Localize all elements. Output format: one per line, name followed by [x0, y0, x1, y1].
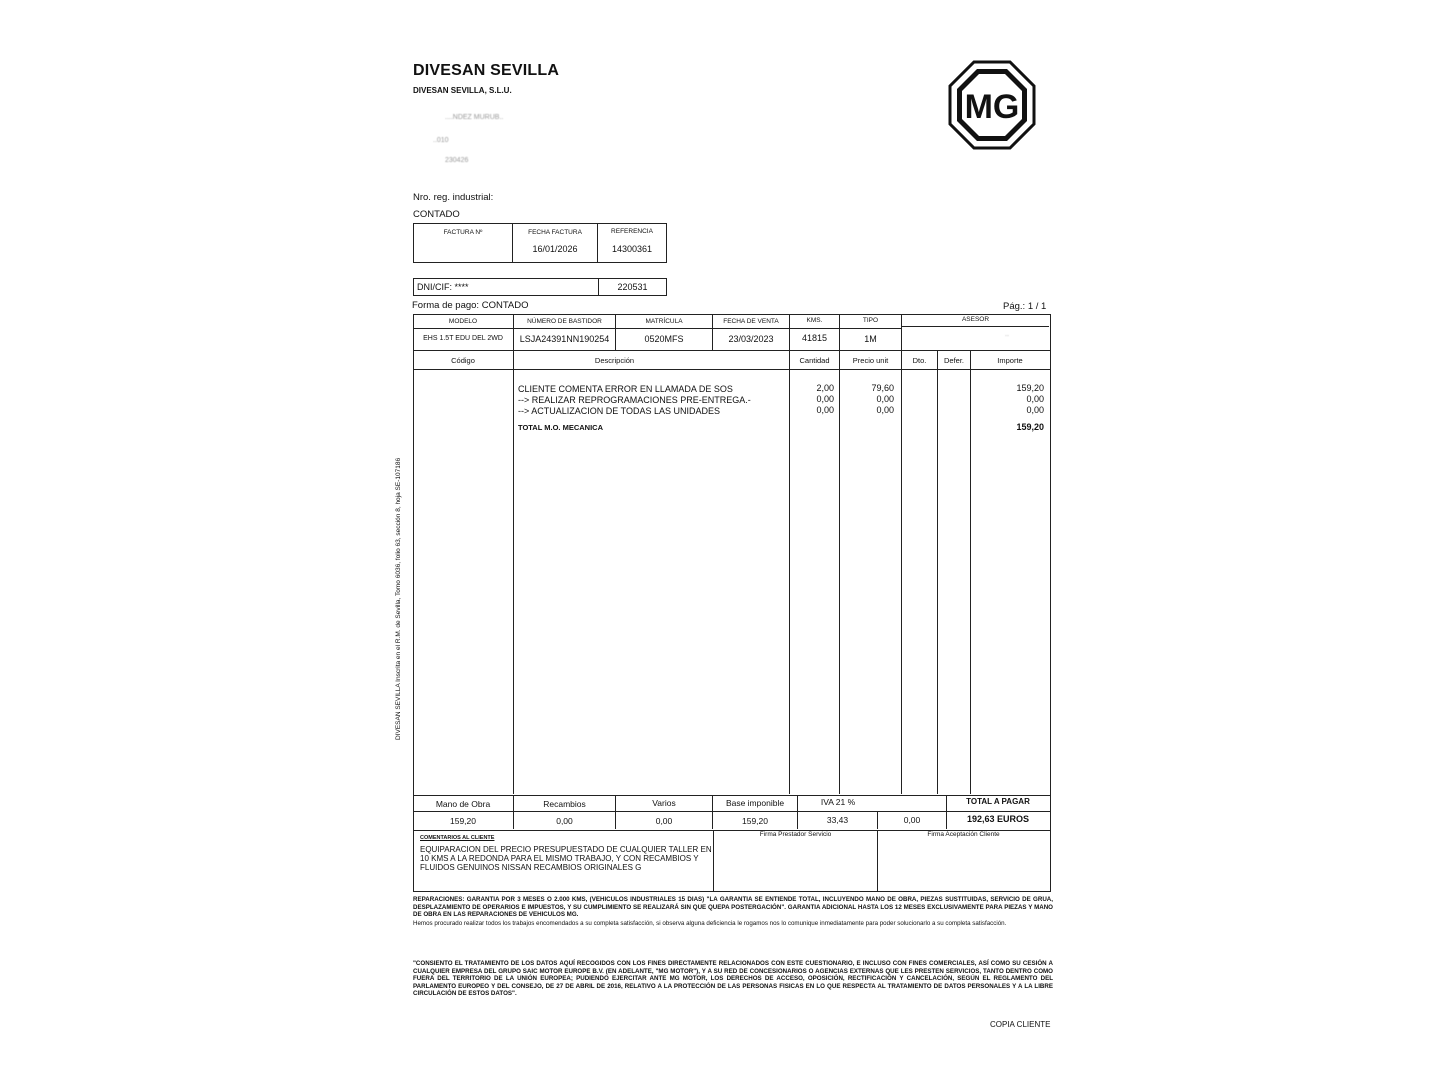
line-importe-3: 0,00	[1026, 405, 1044, 415]
dni-value: 220531	[617, 282, 648, 292]
legal-reparaciones: REPARACIONES: GARANTIA POR 3 MESES O 2.000 KMS, (VEHICULOS INDUSTRIALES 15 DIAS) "LA GARANTIA SE ENTIENDE TOTAL, INCLUYENDO MANO DE OBRA, PIEZAS SUSTITUIDAS, SERVICIO DE GRUA, DESPLAZAMIENTO DE OPERARIOS E IMPUESTOS, Y SU CUMPLIMIENTO SE REALIZARÁ SIN QUE QUEPA POSTERGACIÓN". GARANTIA ADICIONAL HASTA LOS 12 MESES EXCLUSIVAMENTE PARA PIEZAS Y MANO DE OBRA EN LAS REPARACIONES DE VEHICULOS MG.	[413, 896, 1053, 919]
address-line-2: ..010	[433, 137, 449, 144]
line-desc-3: --> ACTUALIZACION DE TODAS LAS UNIDADES	[518, 406, 720, 416]
recambios-label: Recambios	[543, 799, 586, 809]
col-descripcion: Descripción	[594, 356, 635, 365]
fecha-label: FECHA FACTURA	[528, 229, 582, 236]
company-legal-name: DIVESAN SEVILLA, S.L.U.	[413, 86, 512, 95]
address-line-3: 230426	[445, 157, 469, 164]
col-importe: Importe	[997, 356, 1023, 365]
asesor-value: ..	[1005, 331, 1009, 338]
line-desc-2: --> REALIZAR REPROGRAMACIONES PRE-ENTREGA.-	[518, 395, 751, 405]
dni-value-cell	[599, 279, 667, 296]
col-codigo: Código	[451, 356, 475, 365]
legal-hemos: Hemos procurado realizar todos los trabajos encomendados a su completa satisfacción, si observa alguna deficiencia le rogamos nos lo comunique inmediatamente para poder solucionarlo a su completa satisfacción.	[413, 920, 1007, 927]
tipo-value: 1M	[864, 334, 877, 344]
total-mo-label: TOTAL M.O. MECANICA	[518, 423, 603, 432]
bastidor-label: NÚMERO DE BASTIDOR	[527, 318, 602, 325]
firma-cliente: Firma Aceptación Cliente	[927, 831, 1000, 838]
comments-text: EQUIPARACION DEL PRECIO PRESUPUESTADO DE CUALQUIER TALLER EN 10 KMS A LA REDONDA PARA EL MISMO TRABAJO, Y CON RECAMBIOS Y FLUIDOS GENUINOS NISSAN RECAMBIOS ORIGINALES G	[420, 845, 712, 872]
referencia-cell	[598, 224, 667, 263]
line-precio-2: 0,00	[876, 394, 894, 404]
fecha-value: 16/01/2026	[532, 244, 578, 254]
col-cantidad: Cantidad	[799, 356, 830, 365]
tipo-label: TIPO	[862, 317, 879, 324]
line-importe-1: 159,20	[1016, 383, 1044, 393]
fecha-cell	[513, 224, 598, 263]
iva-value: 33,43	[826, 815, 849, 825]
dni-label: DNI/CIF: ****	[417, 282, 469, 292]
factura-cell	[414, 224, 513, 263]
logo-text: MG	[964, 88, 1020, 126]
company-name: DIVESAN SEVILLA	[413, 62, 560, 79]
factura-label: FACTURA Nº	[443, 229, 483, 236]
total-mo-value: 159,20	[1016, 422, 1044, 432]
col-precio: Precio unit	[852, 356, 889, 365]
dni-label-cell	[414, 279, 599, 296]
fecha-venta-value: 23/03/2023	[728, 334, 774, 344]
contado-label: CONTADO	[413, 209, 460, 220]
col-defer: Defer.	[943, 356, 964, 365]
referencia-value: 14300361	[611, 244, 653, 254]
asesor-label: ASESOR	[961, 316, 990, 323]
modelo-label: MODELO	[448, 318, 478, 325]
kms-value: 41815	[801, 333, 828, 343]
col-dto: Dto.	[912, 356, 927, 365]
line-cantidad-3: 0,00	[816, 405, 834, 415]
comments-label: COMENTARIOS AL CLIENTE	[420, 835, 495, 841]
address-line-1: ....NDEZ MURUB..	[445, 114, 504, 121]
base-label: Base imponible	[725, 798, 785, 808]
line-cantidad-2: 0,00	[816, 394, 834, 404]
line-importe-2: 0,00	[1026, 394, 1044, 404]
dni-table	[413, 278, 667, 296]
registro-vertical: DIVESAN SEVILLA Inscrita en el R.M. de Sevilla, Tomo 6036, folio 63, sección 8, hoja SE-107186	[395, 457, 402, 740]
kms-label: KMS.	[806, 317, 823, 324]
total-pagar-label: TOTAL A PAGAR	[966, 797, 1030, 806]
mg-logo	[948, 60, 1036, 150]
forma-pago: Forma de pago: CONTADO	[412, 300, 529, 311]
bastidor-value: LSJA24391NN190254	[519, 334, 610, 344]
referencia-label: REFERENCIA	[611, 228, 653, 235]
varios-label: Varios	[652, 798, 676, 808]
total-pagar-value: 192,63 EUROS	[966, 814, 1030, 824]
modelo-value: EHS 1.5T EDU DEL 2WD	[423, 335, 503, 342]
legal-consiento: "CONSIENTO EL TRATAMIENTO DE LOS DATOS AQUÍ RECOGIDOS CON LOS FINES DIRECTAMENTE RELACIONADOS CON ESTE CUESTIONARIO, E INCLUSO CON FINES COMERCIALES, ASÍ COMO SU CESIÓN A CUALQUIER EMPRESA DEL GRUPO SAIC MOTOR EUROPE B.V. (EN ADELANTE, "MG MOTOR"), Y A SU RED DE CONCESIONARIOS O AGENCIAS EXTERNAS QUE LES PRESTEN SERVICIOS, TANTO DENTRO COMO FUERA DEL TERRITORIO DE LA UNIÓN EUROPEA; PUDIENDO EJERCITAR ANTE MG MOTOR, LOS DERECHOS DE ACCESO, OPOSICIÓN, RECTIFICACIÓN Y CANCELACIÓN, SEGÚN EL REGLAMENTO DEL PARLAMENTO EUROPEO Y DEL CONSEJO, DE 27 DE ABRIL DE 2016, RELATIVO A LA PROTECCIÓN DE LAS PERSONAS FISICAS EN LO QUE RESPECTA AL TRATAMIENTO DE DATOS PERSONALES Y A LA LIBRE CIRCULACIÓN DE ESTOS DATOS".	[413, 960, 1053, 998]
matricula-value: 0520MFS	[644, 334, 684, 344]
line-desc-1: CLIENTE COMENTA ERROR EN LLAMADA DE SOS	[518, 384, 733, 394]
line-cantidad-1: 2,00	[816, 383, 834, 393]
line-precio-3: 0,00	[876, 405, 894, 415]
base-value: 159,20	[742, 816, 768, 826]
nro-reg-label: Nro. reg. industrial:	[413, 192, 494, 203]
mano-obra-value: 159,20	[450, 816, 476, 826]
mano-obra-label: Mano de Obra	[435, 799, 491, 809]
firma-prestador: Firma Prestador Servicio	[759, 831, 832, 838]
matricula-label: MATRÍCULA	[645, 318, 683, 325]
recambios-value: 0,00	[556, 816, 573, 826]
invoice-info-table	[413, 223, 667, 263]
page-number: Pág.: 1 / 1	[1003, 301, 1047, 312]
fecha-venta-label: FECHA DE VENTA	[723, 318, 779, 325]
varios-value: 0,00	[655, 816, 673, 826]
extra-value: 0,00	[903, 815, 921, 825]
line-precio-1: 79,60	[871, 383, 894, 393]
copia-cliente: COPIA CLIENTE	[990, 1020, 1051, 1029]
iva-label: IVA 21 %	[820, 797, 856, 807]
